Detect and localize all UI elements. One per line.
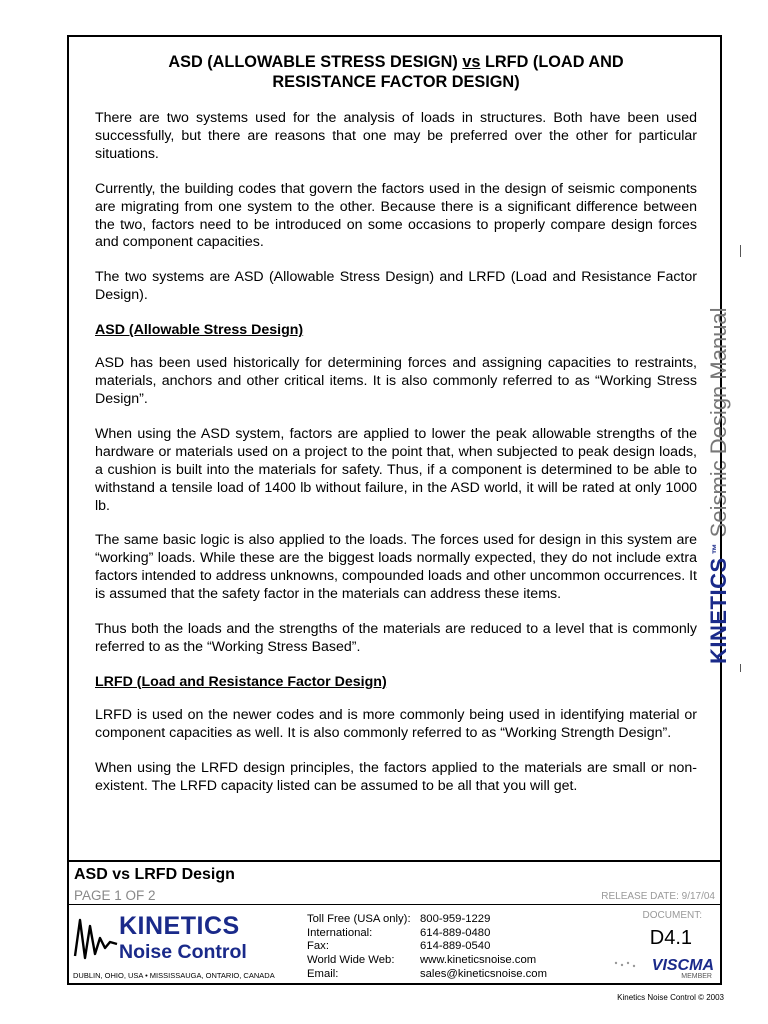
copyright: Kinetics Noise Control © 2003 (617, 993, 724, 1002)
viscma-member-label: MEMBER (681, 973, 712, 980)
sidebar-tm: ™ (710, 543, 723, 555)
section-heading-lrfd: LRFD (Load and Resistance Factor Design) (95, 673, 387, 690)
paragraph-lrfd-1: LRFD is used on the newer codes and is more commonly being used in identifying material or component capacities as well. It is also commonly referred to as “Working Strength Design”. (95, 706, 697, 741)
contact-row: Toll Free (USA only): 800-959-1229 (307, 913, 491, 925)
footer-release-date: RELEASE DATE: 9/17/04 (601, 891, 715, 902)
document-number: D4.1 (649, 927, 692, 949)
paragraph-currently: Currently, the building codes that govern the factors used in the design of seismic components are migrating from one system to the other. Because there is a significant difference between the two, factors need to be introduced on some occasions to properly compare design forces and component capacities. (95, 180, 697, 251)
paragraph-intro: There are two systems used for the analysis of loads in structures. Both have been used successfully, but there are reasons that one may be preferred over the other for particular situations. (95, 110, 697, 162)
logo-locations: DUBLIN, OHIO, USA • MISSISSAUGA, ONTARIO, CANADA (73, 971, 275, 980)
document-label: DOCUMENT: (642, 910, 702, 921)
email-link[interactable]: sales@kineticsnoise.com (420, 967, 547, 980)
logo-noise-control: Noise Control (119, 941, 247, 963)
paragraph-asd-2: When using the ASD system, factors are applied to lower the peak allowable strengths of the hardware or materials used on a project to the point that, when subjected to peak design loads, a cushion is built into the materials for safety. Thus, if a component is determined to be able to withstand a tensile load of 1400 lb without failure, in the ASD world, it will be rated at only 1000 lb. (95, 425, 697, 514)
title-vs: vs (462, 53, 481, 71)
contact-row: International: 614-889-0480 (307, 926, 491, 939)
waveform-icon (73, 912, 119, 968)
footer-title: ASD vs LRFD Design (74, 866, 235, 883)
sidebar-kinetics: KINETICS (706, 557, 731, 664)
document-body (95, 52, 697, 795)
paragraph-asd-1: ASD has been used historically for determining forces and assigning capacities to restraints, materials, anchors and other critical items. It is also commonly referred to as “Working Stress Design”. (95, 355, 697, 407)
contact-row: Fax: 614-889-0540 (307, 940, 491, 953)
sidebar-rule-top (740, 245, 741, 257)
viscma-dots-icon (614, 960, 642, 970)
logo-kinetics-word: KINETICS (119, 912, 240, 940)
paragraph-asd-4: Thus both the loads and the strengths of the materials are reduced to a level that is commonly referred to as the “Working Stress Based”. (95, 621, 697, 655)
footer-page-number: PAGE 1 OF 2 (74, 888, 156, 903)
contact-list (307, 913, 547, 982)
paragraph-asd-3: The same basic logic is also applied to the loads. The forces used for design in this system are “working” loads. While these are the biggest loads normally expected, they do not include extra factors intended to address unknowns, compounded loads and other uncommon occurrences. It is assumed that the safety factor in the materials can address these items. (95, 532, 697, 603)
document-title: ASD (ALLOWABLE STRESS DESIGN) vs LRFD (LOAD AND RESISTANCE FACTOR DESIGN) (168, 53, 624, 91)
section-heading-asd: ASD (Allowable Stress Design) (95, 322, 304, 339)
sidebar-brand (706, 307, 732, 664)
footer-block (67, 860, 722, 985)
paragraph-two-systems: The two systems are ASD (Allowable Stress Design) and LRFD (Load and Resistance Factor Design). (95, 269, 697, 304)
footer-divider (69, 904, 720, 905)
sidebar-manual-title: Seismic Design Manual (706, 307, 731, 538)
sidebar-rule-bottom (740, 664, 741, 672)
paragraph-lrfd-2: When using the LRFD design principles, the factors applied to the materials are small or non-existent. The LRFD capacity listed can be assumed to be all that you will get. (95, 759, 697, 794)
contact-row: World Wide Web: www.kineticsnoise.com (307, 954, 537, 967)
kinetics-logo (73, 910, 295, 980)
website-link[interactable]: www.kineticsnoise.com (420, 954, 537, 967)
viscma-logo: VISCMA (651, 957, 714, 974)
contact-row: Email: sales@kineticsnoise.com (307, 967, 547, 980)
